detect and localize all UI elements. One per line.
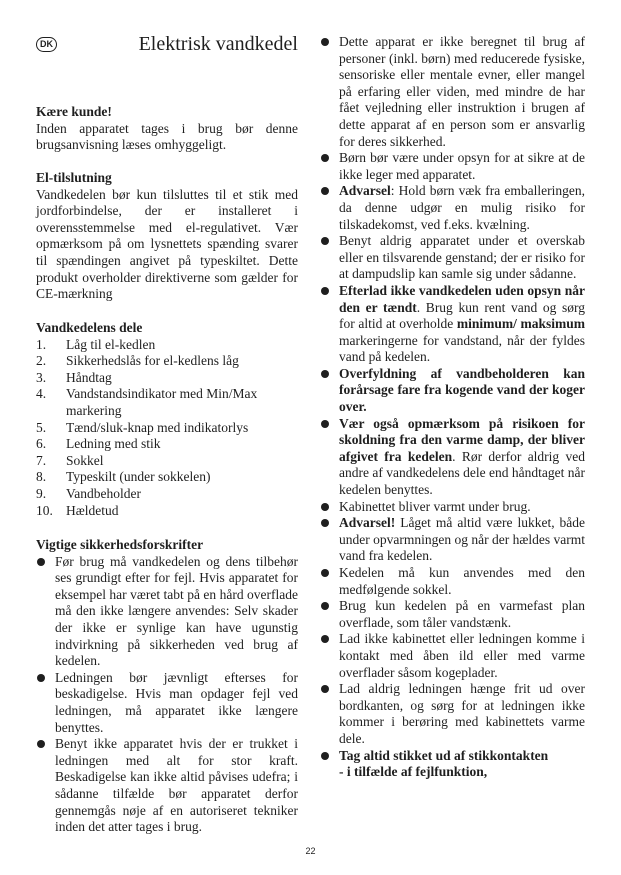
bullet-icon [321, 602, 329, 610]
parts-list [36, 337, 298, 520]
safety-section [36, 537, 298, 836]
list-item: 7. Sokkel [36, 452, 104, 468]
bullet-icon [37, 558, 45, 566]
list-item: Advarsel! Låget må altid være lukket, både under opvarmningen og når der hældes varmt vand fra kedelen. [320, 515, 585, 565]
list-item: 9. Vandbeholder [36, 485, 141, 501]
list-item: 3. Håndtag [36, 369, 112, 385]
list-item: Lad aldrig ledningen hænge frit ud over bordkanten, og sørg for at ledningen ikke kommer i berøring med kabinettets varme dele. [320, 681, 585, 747]
parts-section [36, 320, 298, 519]
bullet-icon [321, 420, 329, 428]
bullet-icon [321, 635, 329, 643]
bullet-icon [321, 569, 329, 577]
list-item: Benyt aldrig apparatet under et overskab eller en tilsvarende genstand; der er risiko for at dampudslip kan samle sig under sådanne. [320, 233, 585, 283]
parts-heading: Vandkedelens dele [36, 320, 143, 335]
greeting-section [36, 104, 298, 154]
greeting-heading: Kære kunde! [36, 104, 112, 119]
page-header [36, 32, 298, 58]
list-item: Overfyldning af vandbeholderen kan forårsage fare fra kogende vand der koger over. [320, 366, 585, 416]
list-item: Benyt ikke apparatet hvis der er trukket i ledningen med alt for stor kraft. Beskadigelse kan ikke altid påvises udefra; i sådanne tilfælde bør apparatet derfor gennemgås nøje af en autoriseret tekniker inden det atter tages i brug. [36, 736, 298, 836]
language-badge: DK [36, 37, 57, 52]
bullet-icon [321, 752, 329, 760]
electrical-section [36, 170, 298, 303]
bullet-icon [321, 370, 329, 378]
safety-list-left [36, 554, 298, 836]
greeting-text: Inden apparatet tages i brug bør denne brugsanvisning læses omhyggeligt. [36, 120, 298, 153]
list-item: Vær også opmærksom på risikoen for skoldning fra den varme damp, der bliver afgivet fra kedelen. Rør derfor aldrig ved andre af vandkedelens dele end håndtaget når kedelen benyttes. [320, 416, 585, 499]
list-item: Ledningen bør jævnligt efterses for beskadigelse. Hvis man opdager fejl ved ledningen, må apparatet ikke længere benyttes. [36, 670, 298, 736]
bullet-icon [321, 685, 329, 693]
electrical-heading: El-tilslutning [36, 170, 112, 185]
bullet-icon [321, 287, 329, 295]
list-item: 1. Låg til el-kedlen [36, 336, 156, 352]
list-item: 6. Ledning med stik [36, 436, 161, 452]
bullet-icon [321, 503, 329, 511]
bullet-icon [321, 154, 329, 162]
list-item: 8. Typeskilt (under sokkelen) [36, 469, 211, 485]
bullet-icon [321, 187, 329, 195]
bullet-icon [37, 674, 45, 682]
bullet-icon [37, 740, 45, 748]
list-item: Kedelen må kun anvendes med den medfølgende sokkel. [320, 565, 585, 598]
list-item: Kabinettet bliver varmt under brug. [320, 499, 585, 516]
list-item: Brug kun kedelen på en varmefast plan overflade, som tåler vandstænk. [320, 598, 585, 631]
list-item: 5. Tænd/sluk-knap med indikatorlys [36, 419, 249, 435]
bullet-icon [321, 38, 329, 46]
list-item: Før brug må vandkedelen og dens tilbehør ses grundigt efter for fejl. Hvis apparatet for eksempel har været tabt på en hård overflade må den ikke længere anvendes: Selv skader der ikke er synlige kan have ugunstig indvirkning på sikkerheden ved brug af kedelen. [36, 554, 298, 670]
sub-item: - i tilfælde af fejlfunktion, [339, 764, 488, 780]
bullet-icon [321, 519, 329, 527]
bullet-icon [321, 237, 329, 245]
list-item: 2. Sikkerhedslås for el-kedlens låg [36, 353, 239, 369]
page-number: 22 [305, 846, 316, 856]
list-item: Lad ikke kabinettet eller ledningen komme i kontakt med åben ild eller med varme overflader såsom kogeplader. [320, 631, 585, 681]
safety-heading: Vigtige sikkerhedsforskrifter [36, 537, 204, 552]
list-item: 4. Vandstandsindikator med Min/Max markering [36, 386, 258, 418]
list-item: Børn bør være under opsyn for at sikre at de ikke leger med apparatet. [320, 150, 585, 183]
list-item: Dette apparat er ikke beregnet til brug af personer (inkl. børn) med reducerede fysiske, sensoriske eller mentale evner, eller mangel på erfaring eller viden, med mindre de har fået vejledning eller instruktion i brugen af dette apparat af en person som er ansvarlig for deres sikkerhed. [320, 34, 585, 150]
safety-list-right [320, 34, 585, 781]
list-item: 10. Hældetud [36, 502, 119, 518]
list-item: Efterlad ikke vandkedelen uden opsyn når den er tændt. Brug kun rent vand og sørg for altid at overholde minimum/ maksimum markeringerne for vandstand, når der fyldes vand på kedelen. [320, 283, 585, 366]
list-item: Tag altid stikket ud af stikkontakten - i tilfælde af fejlfunktion, [320, 748, 585, 781]
list-item: Advarsel: Hold børn væk fra emballeringen, da denne udgør en mulig risiko for tilskadekomst, ved f.eks. kvælning. [320, 183, 585, 233]
electrical-text: Vandkedelen bør kun tilsluttes til et stik med jordforbindelse, der er installeret i overensstemmelse med el-regulativet. Vær opmærksom på om lysnettets spænding svarer til spændingen angivet på typeskiltet. Dette produkt overholder direktiverne som gælder for CE-mærkning [36, 186, 298, 302]
page-title: Elektrisk vandkedel [138, 33, 298, 55]
